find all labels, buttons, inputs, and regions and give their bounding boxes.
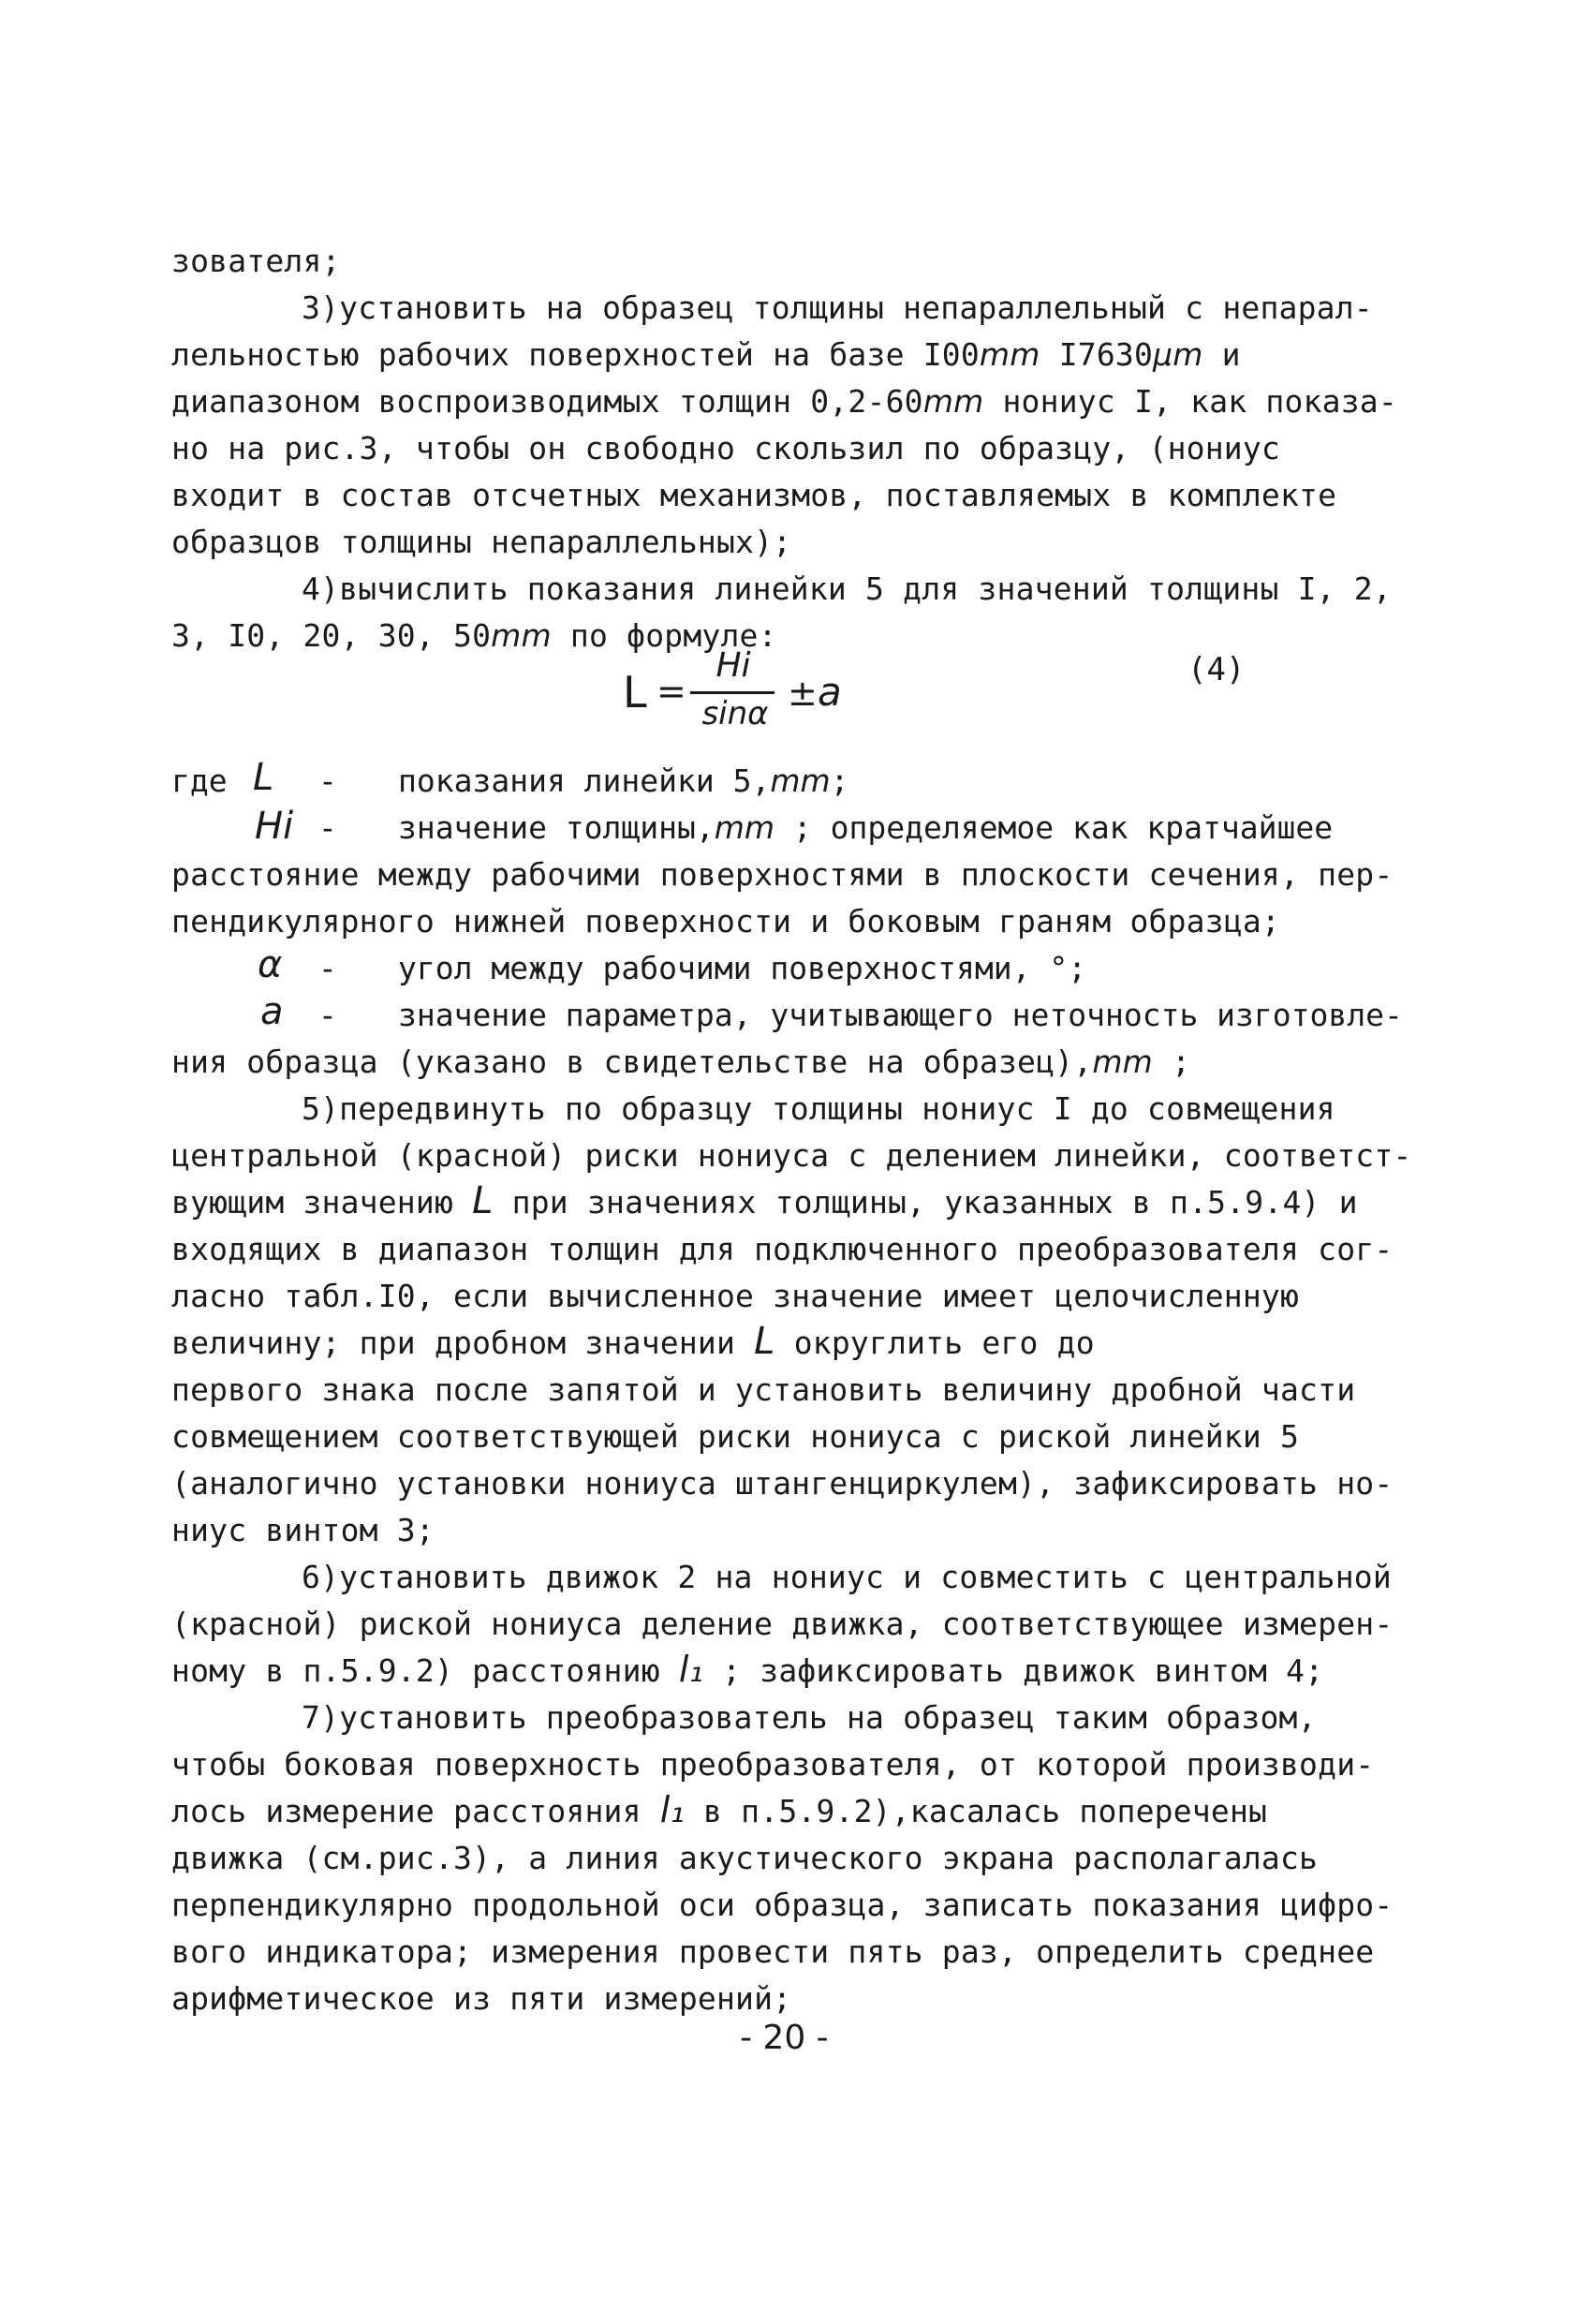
definition-dash: - — [318, 762, 337, 799]
definition-text: значение параметра, учитывающего неточность изготовле- — [398, 997, 1403, 1033]
text-line: пендикулярного нижней поверхности и боковым граням образца; — [171, 903, 1280, 940]
formula-denominator: sinα — [701, 695, 769, 733]
text-line: ласно табл.I0, если вычисленное значение имеет целочисленную — [171, 1278, 1300, 1314]
text-line: движка (см.рис.3), а линия акустического экрана располагалась — [171, 1840, 1319, 1876]
definition-dash: - — [318, 950, 337, 986]
text-line: вого индикатора; измерения провести пять раз, определить среднее — [171, 1933, 1375, 1970]
text-line: 4)вычислить показания линейки 5 для значений толщины I, 2, — [302, 570, 1392, 607]
definition-dash: - — [318, 997, 337, 1033]
text-line: ниус винтом 3; — [171, 1512, 435, 1548]
unit-mm: mm — [1092, 1044, 1154, 1080]
unit-mm: mm — [491, 617, 552, 654]
symbol-L: L — [754, 1320, 775, 1363]
definition-text: угол между рабочими поверхностями, °; — [398, 950, 1087, 986]
text-line: 6)установить движок 2 на нониус и совместить с центральной — [302, 1559, 1392, 1595]
unit-mm: mm — [979, 336, 1040, 373]
unit-um: μm — [1153, 336, 1203, 373]
text-line: (красной) риской нониуса деление движка, соответствующее измерен- — [171, 1606, 1394, 1642]
text-line: чтобы боковая поверхность преобразователя, от которой производи- — [171, 1746, 1375, 1783]
text-line: 7)установить преобразователь на образец таким образом, — [302, 1699, 1317, 1736]
formula-4 — [623, 646, 866, 749]
unit-mm: mm — [770, 762, 831, 799]
definition-symbol-Hi: Hi — [255, 805, 294, 848]
text-line: совмещением соответствующей риски нониуса с риской линейки 5 — [171, 1418, 1300, 1455]
text-line: диапазоном воспроизводимых толщин 0,2-60mm нониус I, как показа- — [171, 383, 1397, 420]
text-line: 3)установить на образец толщины непараллельный с непарал- — [302, 289, 1373, 326]
symbol-L: L — [472, 1179, 494, 1222]
definition-text: показания линейки 5,mm; — [398, 762, 849, 799]
definition-symbol-a: a — [260, 990, 284, 1033]
text-line: образцов толщины непараллельных); — [171, 524, 792, 560]
text-line: центральной (красной) риски нониуса с делением линейки, соответст- — [171, 1137, 1412, 1174]
symbol-l1: l₁ — [678, 1649, 704, 1690]
text-line: величину; при дробном значении L округлить его до — [171, 1320, 1095, 1363]
text-line: входящих в диапазон толщин для подключенного преобразователя сог- — [171, 1231, 1394, 1267]
text-line: 5)передвинуть по образцу толщины нониус I до совмещения — [302, 1090, 1335, 1127]
text-line: но на рис.3, чтобы он свободно скользил по образцу, (нониус — [171, 430, 1280, 466]
text-line: вующим значению L при значениях толщины, указанных в п.5.9.4) и — [171, 1179, 1358, 1222]
text-line: зователя; — [171, 243, 341, 279]
page-number: - 20 - — [740, 2019, 829, 2057]
text-line: входит в состав отсчетных механизмов, поставляемых в комплекте — [171, 477, 1337, 513]
text-line: расстояние между рабочими поверхностями в плоскости сечения, пер- — [171, 856, 1394, 893]
unit-mm: mm — [922, 383, 984, 420]
formula-plus-minus: ± — [788, 673, 818, 714]
definition-dash: - — [318, 809, 337, 846]
text-line: лось измерение расстояния l₁ в п.5.9.2),касалась поперечены — [171, 1789, 1268, 1830]
formula-term: a — [818, 669, 842, 715]
text-line: лельностью рабочих поверхностей на базе I00mm I7630μm и — [171, 336, 1241, 373]
text-line: первого знака после запятой и установить величину дробной части — [171, 1371, 1356, 1408]
text-line: ния образца (указано в свидетельстве на образец),mm ; — [171, 1044, 1191, 1080]
formula-numerator: Hi — [715, 646, 751, 685]
text-line: арифметическое из пяти измерений; — [171, 1980, 792, 2017]
unit-mm: mm — [714, 809, 775, 846]
definition-lead: где — [171, 762, 228, 799]
text-line: ному в п.5.9.2) расстоянию l₁ ; зафиксировать движок винтом 4; — [171, 1649, 1324, 1690]
symbol-l1: l₁ — [659, 1789, 685, 1830]
text-line: 3, I0, 20, 30, 50mm по формуле: — [171, 617, 777, 654]
formula-lhs: L — [623, 667, 647, 718]
formula-label: (4) — [1187, 651, 1246, 688]
text-line: (аналогично установки нониуса штангенциркулем), зафиксировать но- — [171, 1465, 1394, 1502]
fraction-bar — [690, 691, 774, 694]
definition-symbol-L: L — [253, 756, 274, 799]
text-line: перпендикулярно продольной оси образца, записать показания цифро- — [171, 1887, 1394, 1923]
definition-symbol-alpha: α — [258, 943, 283, 986]
formula-equals: = — [656, 671, 686, 712]
definition-text: значение толщины,mm ; определяемое как кратчайшее — [398, 809, 1334, 846]
